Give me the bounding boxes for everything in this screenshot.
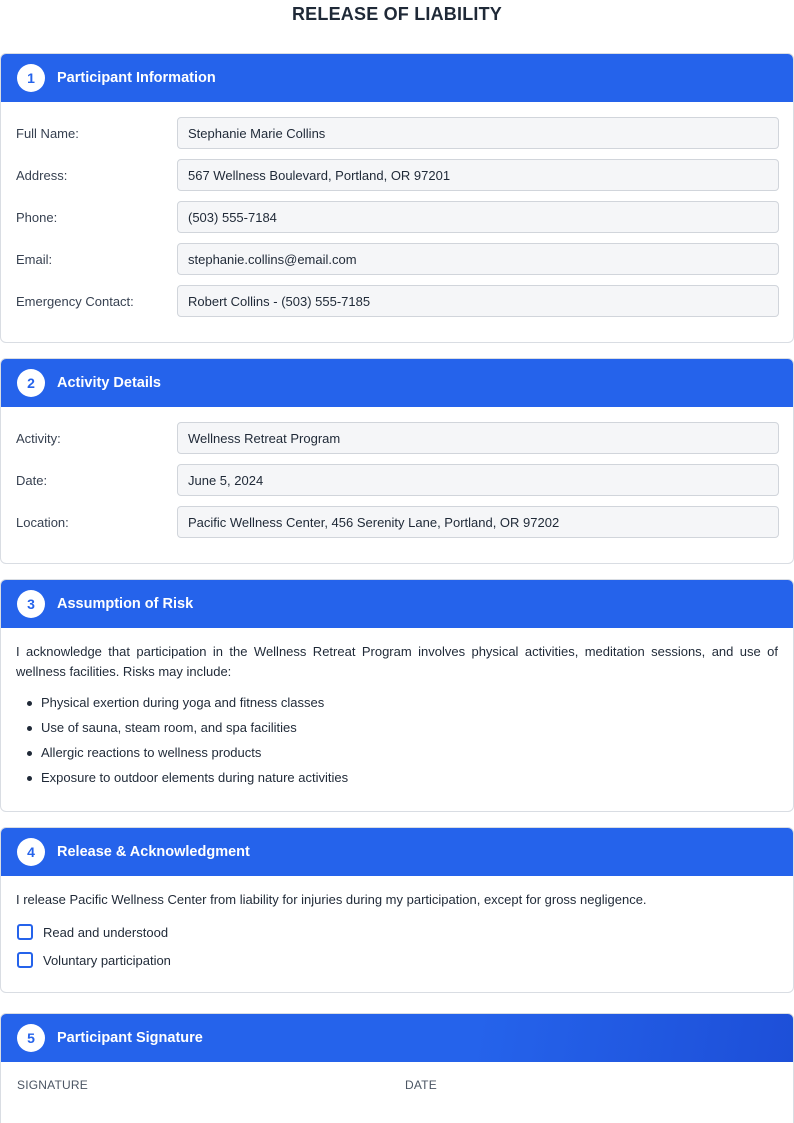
release-acknowledgment-section bbox=[0, 827, 794, 993]
section-header bbox=[1, 580, 793, 628]
read-understood-checkbox[interactable] bbox=[17, 924, 33, 940]
voluntary-participation-row bbox=[1, 946, 793, 974]
step-number-badge: 4 bbox=[17, 838, 45, 866]
step-number-badge: 3 bbox=[17, 590, 45, 618]
date-label: DATE bbox=[405, 1078, 437, 1092]
location-input[interactable] bbox=[177, 506, 779, 538]
voluntary-participation-label: Voluntary participation bbox=[43, 952, 171, 968]
step-number-badge: 5 bbox=[17, 1024, 45, 1052]
activity-label: Activity: bbox=[16, 430, 61, 446]
voluntary-participation-checkbox[interactable] bbox=[17, 952, 33, 968]
step-number-badge: 2 bbox=[17, 369, 45, 397]
emergency-contact-row bbox=[1, 280, 793, 322]
risk-list bbox=[1, 690, 793, 790]
section-title: Assumption of Risk bbox=[57, 596, 194, 612]
list-item: Allergic reactions to wellness products bbox=[41, 740, 778, 765]
phone-label: Phone: bbox=[16, 209, 58, 225]
phone-row bbox=[1, 196, 793, 238]
date-input[interactable] bbox=[177, 464, 779, 496]
assumption-of-risk-section bbox=[0, 579, 794, 812]
section-header bbox=[1, 828, 793, 876]
section-header bbox=[1, 1014, 793, 1062]
section-title: Activity Details bbox=[57, 375, 161, 391]
risk-statement: I acknowledge that participation in the Wellness Retreat Program involves physical activities, meditation sessions, and use of wellness facilities. Risks may include: bbox=[16, 644, 778, 679]
activity-row bbox=[1, 417, 793, 459]
emergency-contact-input[interactable] bbox=[177, 285, 779, 317]
phone-input[interactable] bbox=[177, 201, 779, 233]
emergency-contact-label: Emergency Contact: bbox=[16, 293, 134, 309]
participant-information-section bbox=[0, 53, 794, 343]
section-title: Participant Signature bbox=[57, 1030, 203, 1046]
date-label: Date: bbox=[16, 472, 48, 488]
list-item: Use of sauna, steam room, and spa facilities bbox=[41, 715, 778, 740]
address-label: Address: bbox=[16, 167, 68, 183]
date-row bbox=[1, 459, 793, 501]
activity-details-section bbox=[0, 358, 794, 564]
location-label: Location: bbox=[16, 514, 69, 530]
activity-input[interactable] bbox=[177, 422, 779, 454]
email-row bbox=[1, 238, 793, 280]
full-name-label: Full Name: bbox=[16, 125, 79, 141]
read-understood-row bbox=[1, 918, 793, 946]
release-statement: I release Pacific Wellness Center from liability for injuries during my participation, except for gross negligence. bbox=[16, 892, 647, 907]
participant-signature-section bbox=[0, 1013, 794, 1123]
step-number-badge: 1 bbox=[17, 64, 45, 92]
section-title: Participant Information bbox=[57, 70, 216, 86]
list-item: Exposure to outdoor elements during nature activities bbox=[41, 765, 778, 790]
signature-label: SIGNATURE bbox=[17, 1078, 88, 1092]
email-input[interactable] bbox=[177, 243, 779, 275]
full-name-input[interactable] bbox=[177, 117, 779, 149]
address-row bbox=[1, 154, 793, 196]
email-label: Email: bbox=[16, 251, 53, 267]
page-title: RELEASE OF LIABILITY bbox=[291, 4, 502, 24]
location-row bbox=[1, 501, 793, 543]
read-understood-label: Read and understood bbox=[43, 924, 169, 940]
full-name-row bbox=[1, 112, 793, 154]
address-input[interactable] bbox=[177, 159, 779, 191]
list-item: Physical exertion during yoga and fitness classes bbox=[41, 690, 778, 715]
section-title: Release & Acknowledgment bbox=[57, 844, 250, 860]
signature-labels bbox=[1, 1078, 793, 1092]
section-header bbox=[1, 359, 793, 407]
section-header bbox=[1, 54, 793, 102]
